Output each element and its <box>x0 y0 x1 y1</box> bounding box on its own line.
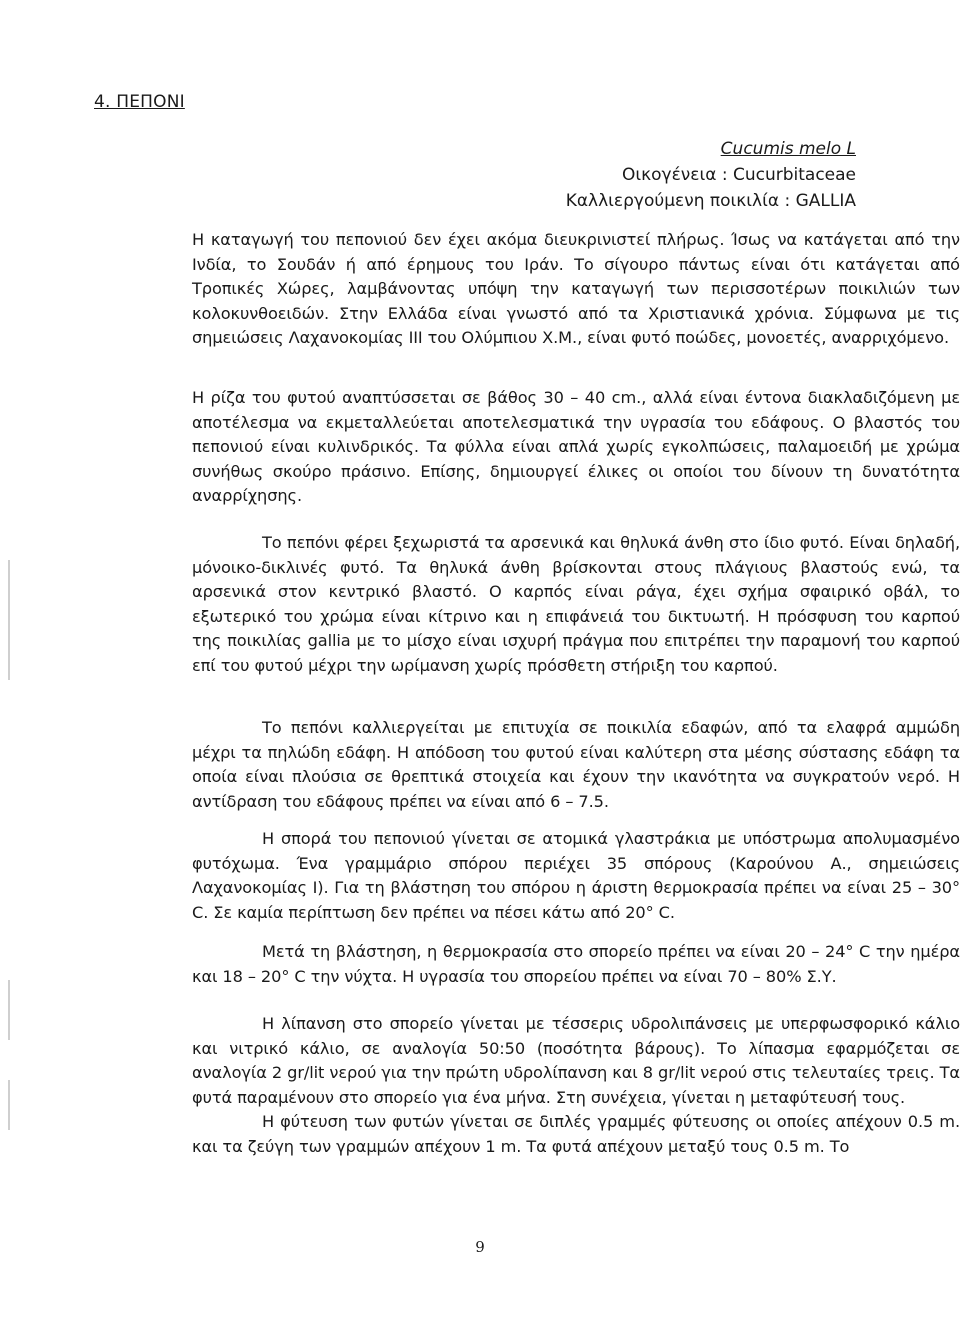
page-number: 9 <box>475 1238 485 1256</box>
section-heading: 4. ΠΕΠΟΝΙ <box>94 92 185 112</box>
paragraph-fertilization: Η λίπανση στο σπορείο γίνεται με τέσσερις υδρολιπάνσεις με υπερφωσφορικό κάλιο και νιτρικό κάλιο, σε αναλογία 50:50 (ποσότητα βάρους). Το λίπασμα εφαρμόζεται σε αναλογία 2 gr/lit νερού για την πρώτη υδρολίπανση και 8 gr/lit νερού στις τελευταίες τρεις. Τα φυτά παραμένουν στο σπορείο για ένα μήνα. Στη συνέχεια, γίνεται η μεταφύτευσή τους. <box>192 1014 960 1107</box>
species-name: Cucumis melo L <box>720 139 856 159</box>
variety-line: Καλλιεργούμενη ποικιλία : GALLIA <box>565 191 856 211</box>
paragraph-soil: Το πεπόνι καλλιεργείται με επιτυχία σε ποικιλία εδαφών, από τα ελαφρά αμμώδη μέχρι τα πηλώδη εδάφη. Η απόδοση του φυτού είναι καλύτερη στα μέσης σύστασης εδάφη τα οποία είναι πλούσια σε θρεπτικά στοιχεία και έχουν την ικανότητα να συγκρατούν νερό. Η αντίδραση του εδάφους πρέπει να είναι από 6 – 7.5. <box>192 718 960 811</box>
paragraph-planting: Η φύτευση των φυτών γίνεται σε διπλές γραμμές φύτευσης οι οποίες απέχουν 0.5 m. και τα ζεύγη των γραμμών απέχουν 1 m. Τα φυτά απέχουν μεταξύ τους 0.5 m. Το <box>192 1112 960 1156</box>
paragraph-root-stem: Η ρίζα του φυτού αναπτύσσεται σε βάθος 30 – 40 cm., αλλά είναι έντονα διακλαδιζόμενη με αποτέλεσμα να εκμεταλλεύεται αποτελεσματικά την υγρασία του εδάφους. Ο βλαστός του πεπονιού είναι κυλινδρικός. Τα φύλλα είναι απλά χωρίς εγκολπώσεις, παλαμοειδή με χρώμα συνήθως σκούρο πράσινο. Επίσης, δημιουργεί έλικες οι οποίοι του δίνουν τη δυνατότητα αναρρίχησης. <box>192 388 960 506</box>
scan-edge-mark <box>8 980 10 1040</box>
scan-edge-mark <box>8 560 10 680</box>
family-line: Οικογένεια : Cucurbitaceae <box>621 165 856 185</box>
paragraph-flowers-fruit: Το πεπόνι φέρει ξεχωριστά τα αρσενικά και θηλυκά άνθη στο ίδιο φυτό. Είναι δηλαδή, μόνοικο-δικλινές φυτό. Τα θηλυκά άνθη βρίσκονται στους πλάγιους βλαστούς ενώ, τα αρσενικά στον κεντρικό βλαστό. Ο καρπός είναι ράγα, έχει σχήμα σφαιρικό οβάλ, το εξωτερικό του χρώμα είναι κίτρινο και η επιφάνειά του δικτυωτή. Η πρόσφυση του καρπού της ποικιλίας gallia με το μίσχο είναι ισχυρή πράγμα που επιτρέπει την παραμονή του καρπού επί του φυτού μέχρι την ωρίμανση χωρίς πρόσθετη στήριξη του καρπού. <box>192 533 960 675</box>
paragraph-origin: Η καταγωγή του πεπονιού δεν έχει ακόμα διευκρινιστεί πλήρως. Ίσως να κατάγεται από την Ινδία, το Σουδάν ή από έρημους του Ιράν. Το σίγουρο πάντως είναι ότι κατάγεται από Τροπικές Χώρες, λαμβάνοντας υπόψη την καταγωγή των περισσοτέρων ποικιλιών των κολοκυνθοειδών. Στην Ελλάδα είναι γνωστό από τα Χριστιανικά χρόνια. Σύμφωνα με τις σημειώσεις Λαχανοκομίας ΙΙΙ του Ολύμπιου Χ.Μ., είναι φυτό ποώδες, μονοετές, αναρριχόμενο. <box>192 230 960 348</box>
paragraph-sowing: Η σπορά του πεπονιού γίνεται σε ατομικά γλαστράκια με υπόστρωμα απολυμασμένο φυτόχωμα. Ένα γραμμάριο σπόρου περιέχει 35 σπόρους (Καρούνου Α., σημειώσεις Λαχανοκομίας Ι). Για τη βλάστηση του σπόρου η άριστη θερμοκρασία πρέπει να είναι 25 – 30° C. Σε καμία περίπτωση δεν πρέπει να πέσει κάτω από 20° C. <box>192 829 960 922</box>
scan-edge-mark <box>8 1080 10 1130</box>
paragraph-germination: Μετά τη βλάστηση, η θερμοκρασία στο σπορείο πρέπει να είναι 20 – 24° C την ημέρα και 18 – 20° C την νύχτα. Η υγρασία του σπορείου πρέπει να είναι 70 – 80% Σ.Υ. <box>192 942 960 986</box>
species-block <box>566 136 856 214</box>
